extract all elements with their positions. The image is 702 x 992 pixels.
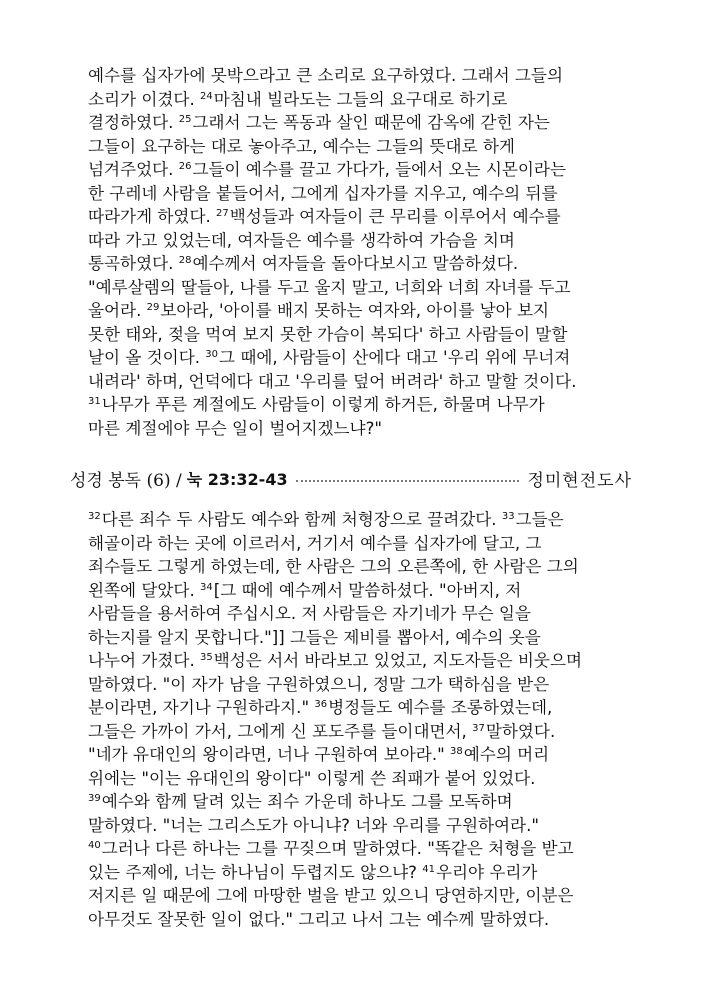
text-segment: 날이 올 것이다. xyxy=(88,348,206,367)
verse-number: 26 xyxy=(178,161,192,172)
text-segment: 사람들을 용서하여 주십시오. 저 사람들은 자기네가 무슨 일을 xyxy=(88,604,531,623)
verse-number: 35 xyxy=(200,652,213,663)
verse-number: 29 xyxy=(146,302,160,313)
verse-number: 27 xyxy=(216,208,229,219)
text-line xyxy=(88,696,582,720)
text-segment: 병정들도 예수를 조롱하였는데, xyxy=(328,698,553,717)
text-segment: 예수께서 여자들을 돌아다보시고 말씀하셨다. xyxy=(192,254,519,273)
heading-author: 정미현전도사 xyxy=(527,470,632,491)
text-line xyxy=(88,299,576,323)
text-line xyxy=(88,720,582,744)
text-segment: 그들이 예수를 끌고 가다가, 들에서 오는 시몬이라는 xyxy=(192,160,566,179)
text-line xyxy=(88,346,576,370)
text-line xyxy=(88,790,582,814)
text-line xyxy=(88,908,582,932)
text-line xyxy=(88,579,582,603)
verse-number: 36 xyxy=(314,699,328,710)
text-segment: 하는지를 알지 못합니다."]] 그들은 제비를 뽑아서, 예수의 옷을 xyxy=(88,627,541,647)
text-segment: 있는 주제에, 너는 하나님이 두렵지도 않으냐? xyxy=(88,862,423,882)
text-segment: 그들은 xyxy=(515,510,564,529)
verse-number: 30 xyxy=(205,349,219,360)
text-segment: 못한 태와, 젖을 먹여 보지 못한 가슴이 복되다' 하고 사람들이 말할 xyxy=(88,324,568,344)
text-line xyxy=(88,111,576,135)
text-segment: 나누어 가졌다. xyxy=(88,651,201,670)
heading-reference: 눅 23:32-43 xyxy=(186,469,288,489)
text-line xyxy=(88,837,582,861)
text-segment: 그들이 요구하는 대로 놓아주고, 예수는 그들의 뜻대로 하게 xyxy=(88,136,515,156)
text-segment: 넘겨주었다. xyxy=(88,160,179,179)
verse-number: 33 xyxy=(501,511,515,522)
text-segment: 다른 죄수 두 사람도 예수와 함께 처형장으로 끌려갔다. xyxy=(101,510,502,529)
text-segment: 한 구레네 사람을 붙들어서, 그에게 십자가를 지우고, 예수의 뒤를 xyxy=(88,183,558,203)
verse-number: 40 xyxy=(88,840,101,851)
section-heading xyxy=(70,466,632,490)
text-line xyxy=(88,673,582,697)
heading-title: 성경 봉독 (6) / xyxy=(70,470,182,491)
text-line xyxy=(88,602,582,626)
verse-number: 28 xyxy=(178,255,192,266)
text-segment: 소리가 이겼다. xyxy=(88,89,201,109)
text-line xyxy=(88,861,582,885)
text-segment: 마른 계절에야 무슨 일이 벌어지겠느냐?" xyxy=(88,418,383,438)
text-segment: 보아라, '아이를 배지 못하는 여자와, 아이를 낳아 보지 xyxy=(160,301,550,320)
text-segment: [그 때에 예수께서 말씀하셨다. "아버지, 저 xyxy=(213,580,522,600)
verse-number: 39 xyxy=(88,793,101,804)
text-segment: 그들은 가까이 가서, 그에게 신 포도주를 들이대면서, xyxy=(88,721,473,741)
text-line xyxy=(88,323,576,347)
dot-leader xyxy=(296,479,520,482)
text-segment: 예수를 십자가에 못박으라고 큰 소리로 요구하였다. 그래서 그들의 xyxy=(88,66,563,85)
verse-number: 32 xyxy=(88,511,101,522)
text-segment: 통곡하였다. xyxy=(88,254,179,273)
text-line xyxy=(88,158,576,182)
text-line xyxy=(88,743,582,767)
text-line xyxy=(88,555,582,579)
text-segment: 내려라' 하며, 언덕에다 대고 '우리를 덮어 버려라' 하고 말할 것이다. xyxy=(88,371,577,391)
text-segment: 아무것도 잘못한 일이 없다." 그리고 나서 그는 예수께 말하였다. xyxy=(88,909,550,929)
text-line xyxy=(88,417,576,441)
text-segment: 예수와 함께 달려 있는 죄수 가운데 하나도 그를 모독하며 xyxy=(101,792,513,811)
verse-number: 41 xyxy=(422,863,435,875)
text-line xyxy=(88,393,576,417)
text-segment: 그 때에, 사람들이 산에다 대고 '우리 위에 무너져 xyxy=(219,348,571,367)
passage-luke-23-32-43 xyxy=(88,508,582,931)
text-segment: "네가 유대인의 왕이라면, 너나 구원하여 보아라." xyxy=(88,745,451,764)
text-line xyxy=(88,229,576,253)
text-segment: 해골이라 하는 곳에 이르러서, 거기서 예수를 십자가에 달고, 그 xyxy=(88,533,542,553)
passage-luke-23-continued xyxy=(88,64,576,440)
text-segment: 따라가게 하였다. xyxy=(88,207,217,226)
verse-number: 38 xyxy=(450,746,463,757)
text-line xyxy=(88,767,582,791)
text-line xyxy=(88,532,582,556)
text-line xyxy=(88,649,582,673)
text-segment: 우리야 우리가 xyxy=(436,862,538,882)
text-segment: 위에는 "이는 유대인의 왕이다" 이렇게 쓴 죄패가 붙어 있었다. xyxy=(88,768,536,788)
text-segment: 그러나 다른 하나는 그를 꾸짖으며 말하였다. "똑같은 처형을 받고 xyxy=(101,839,574,858)
text-line xyxy=(88,508,582,532)
text-segment: 울어라. xyxy=(88,301,147,320)
text-segment: 예수의 머리 xyxy=(463,745,550,764)
text-line xyxy=(88,370,576,394)
text-segment: 말하였다. xyxy=(485,721,556,741)
verse-number: 25 xyxy=(178,114,192,125)
text-segment: 마침내 빌라도는 그들의 요구대로 하기로 xyxy=(213,89,508,109)
text-line xyxy=(88,884,582,908)
text-line xyxy=(88,814,582,838)
text-segment: 백성은 서서 바라보고 있었고, 지도자들은 비웃으며 xyxy=(213,651,583,670)
text-segment: "예루살렘의 딸들아, 나를 두고 울지 말고, 너희와 너희 자녀를 두고 xyxy=(88,277,571,297)
text-segment: 죄수들도 그렇게 하였는데, 한 사람은 그의 오른쪽에, 한 사람은 그의 xyxy=(88,557,579,576)
text-segment: 저지른 일 때문에 그에 마땅한 벌을 받고 있으니 당연하지만, 이분은 xyxy=(88,886,574,905)
text-line xyxy=(88,182,576,206)
text-line xyxy=(88,276,576,300)
text-segment: 말하였다. "이 자가 남을 구원하였으니, 정말 그가 택하심을 받은 xyxy=(88,674,550,694)
verse-number: 24 xyxy=(200,90,213,102)
verse-number: 31 xyxy=(88,396,101,407)
text-segment: 분이라면, 자기나 구원하라지." xyxy=(88,698,315,717)
text-segment: 말하였다. "너는 그리스도가 아니냐? 너와 우리를 구원하여라." xyxy=(88,815,539,835)
text-segment: 그래서 그는 폭동과 살인 때문에 감옥에 갇힌 자는 xyxy=(192,113,550,132)
text-line xyxy=(88,205,576,229)
verse-number: 37 xyxy=(472,722,485,734)
text-segment: 백성들과 여자들이 큰 무리를 이루어서 예수를 xyxy=(229,207,561,226)
text-segment: 나무가 푸른 계절에도 사람들이 이렇게 하거든, 하물며 나무가 xyxy=(101,395,545,414)
verse-number: 34 xyxy=(200,581,213,593)
text-line xyxy=(88,64,576,88)
text-segment: 결정하였다. xyxy=(88,113,179,132)
text-line xyxy=(88,88,576,112)
text-line xyxy=(88,626,582,650)
text-line xyxy=(88,135,576,159)
text-line xyxy=(88,252,576,276)
text-segment: 왼쪽에 달았다. xyxy=(88,580,201,600)
text-segment: 따라 가고 있었는데, 여자들은 예수를 생각하여 가슴을 치며 xyxy=(88,230,515,250)
